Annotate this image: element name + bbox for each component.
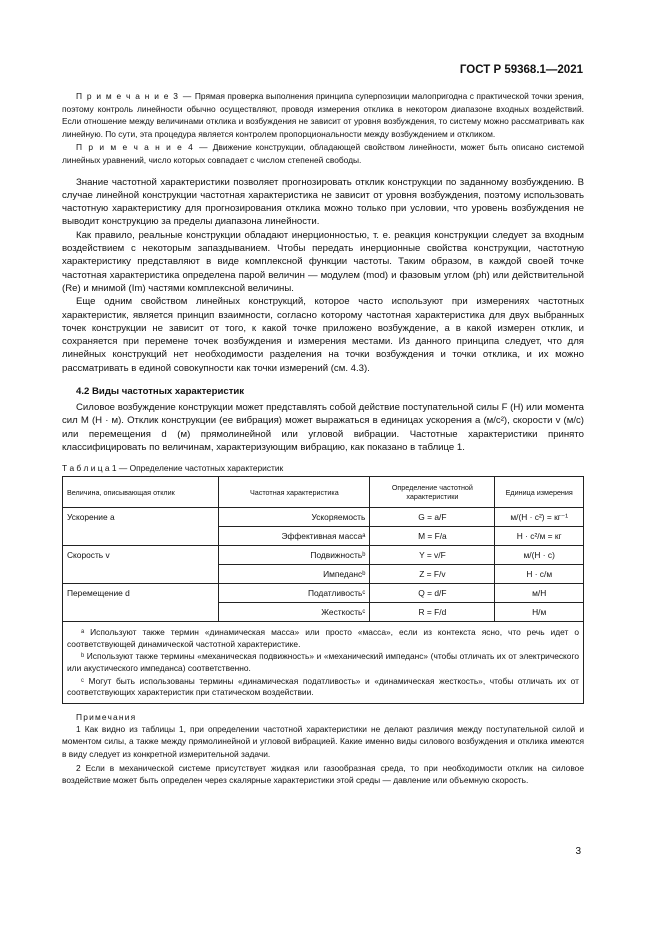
table-cell [63,565,219,584]
table-cell: м/(Н · с) [495,546,584,565]
table-cell: м/(Н · с²) = кг⁻¹ [495,508,584,527]
frequency-response-table [62,476,584,622]
table-cell: Податливостьᶜ [219,584,370,603]
section-paragraph: Силовое возбуждение конструкции может представлять собой действие поступательной силы F (Н) или момента сил M (Н · м). Отклик конструкции (ее вибрация) может выражаться в единицах ускорения a (м/с²), скорости v (м/с) или перемещения d (м) прямолинейной или угловой вибрации. Частотные характеристики принято классифицировать по величинам, характеризующим вибрацию, как показано в таблице 1. [62,402,584,453]
notes-title: Примечания [76,711,137,722]
note-4-label: П р и м е ч а н и е 4 — [76,142,209,153]
table-cell: G = a/F [370,508,495,527]
column-header: Величина, описывающая отклик [63,477,219,508]
document-header: ГОСТ Р 59368.1—2021 [459,64,583,76]
column-header: Единица измерения [495,477,584,508]
table-cell: Ускорение a [63,508,219,527]
table-cell: м/Н [495,584,584,603]
paragraph: Знание частотной характеристики позволяет прогнозировать отклик конструкции по заданному возбуждению. В случае линейной конструкции частотная характеристика не зависит от уровня возбуждения, поэтому использовать частотную характеристику для прогнозирования отклика можно только при условии, что уровень возбуждения не выводит конструкцию за пределы диапазона линейности. [62,176,584,228]
table-cell [63,603,219,622]
table-cell: Скорость v [63,546,219,565]
table-cell: Q = d/F [370,584,495,603]
table-cell: Эффективная массаᵃ [219,527,370,546]
table-row [63,546,584,565]
table-cell: M = F/a [370,527,495,546]
table-cell: Y = v/F [370,546,495,565]
note-3-text: Прямая проверка выполнения принципа суперпозиции малопригодна с практической точки зрения, поэтому контроль линейности обычно осуществляют, проводя измерения отклика в некотором диапазоне входных воздействий. Если отношение между величинами отклика и возбуждения не зависит от уровня возбуждения, то систему можно рассматривать как линейную. По сути, эта процедура является контролем пропорциональности между возбуждением и откликом. [62,91,585,139]
paragraph: Еще одним свойством линейных конструкций, которое часто используют при измерениях частотных характеристик, является принцип взаимности, согласно которому частотная характеристика для двух выбранных точек конструкции не зависит от того, к какой точке приложено возбуждение, а в какой измерен отклик, и сохраняется при перемене точек возбуждения и измерения местами. Из данного принципа следует, что для линейных конструкций нет необходимости разделения на точки возбуждения и точки отклика, и их можно рассматривать в единой совокупности как точки измерений (см. 4.3). [62,296,584,374]
page-content [62,90,584,788]
table-cell: R = F/d [370,603,495,622]
note-4-text: Движение конструкции, обладающей свойством линейности, может быть описано системой линейных уравнений, число которых совпадает с числом степеней свободы. [62,142,585,165]
table-header-row [63,477,584,508]
table-row [63,565,584,584]
table-row [63,508,584,527]
table-row [63,527,584,546]
table-cell: Жесткостьᶜ [219,603,370,622]
table-footnotes [62,622,584,704]
note-item: 2 Если в механической системе присутствует жидкая или газообразная среда, то при необходимости отклик на силовое воздействие может быть определен через скалярные характеристики этой среды — давление или объемную скорость. [62,762,584,786]
page-number: 3 [575,846,581,857]
table-cell: Перемещение d [63,584,219,603]
table-cell [63,527,219,546]
table-cell: Н · с²/м = кг [495,527,584,546]
table-cell: Н/м [495,603,584,622]
table-cell: Подвижностьᵇ [219,546,370,565]
column-header: Частотная характеристика [219,477,370,508]
paragraph: Как правило, реальные конструкции обладают инерционностью, т. е. реакция конструкции следует за входным воздействием с некоторым запаздыванием. Чтобы передать инерционные свойства конструкции, частотную характеристику представляют в виде комплексной функции частоты. Таким образом, в каждой своей точке частотная характеристика определена парой величин — модулем (mod) и фазовым углом (ph) или действительной (Re) и мнимой (Im) частями комплексной величины. [62,229,584,294]
table-cell: Н · с/м [495,565,584,584]
table-caption: Т а б л и ц а 1 — Определение частотных характеристик [62,463,284,474]
section-heading: 4.2 Виды частотных характеристик [76,386,245,398]
notes-block [62,712,584,787]
table-cell: Импедансᵇ [219,565,370,584]
table-footnote: ᶜ Могут быть использованы термины «динамическая податливость» и «динамическая жесткость», чтобы отличать их от соответствующих характеристик при статическом воздействии. [67,675,579,698]
table-cell: Z = F/v [370,565,495,584]
table-footnote: ᵃ Используют также термин «динамическая масса» или просто «масса», если из контекста ясно, что речь идет о соответствующей динамической частотной характеристике. [67,627,579,649]
table-row [63,584,584,603]
note-3 [62,90,584,140]
column-header: Определение частотной характеристики [370,477,495,508]
note-3-label: П р и м е ч а н и е 3 — [76,91,193,101]
note-4 [62,141,584,166]
table-row [63,603,584,622]
note-item: 1 Как видно из таблицы 1, при определении частотной характеристики не делают различия между поступательной силой и моментом силы, а также между прямолинейной и угловой вибрацией. Какие именно виды силового возбуждения и отклика имеются в виду следует из конкретной измерительной задачи. [62,723,584,759]
table-footnote: ᵇ Используют также термины «механическая подвижность» и «механический импеданс» (чтобы отличать их от электрического или акустического импеданса) соответственно. [67,651,579,673]
table-cell: Ускоряемость [219,508,370,527]
